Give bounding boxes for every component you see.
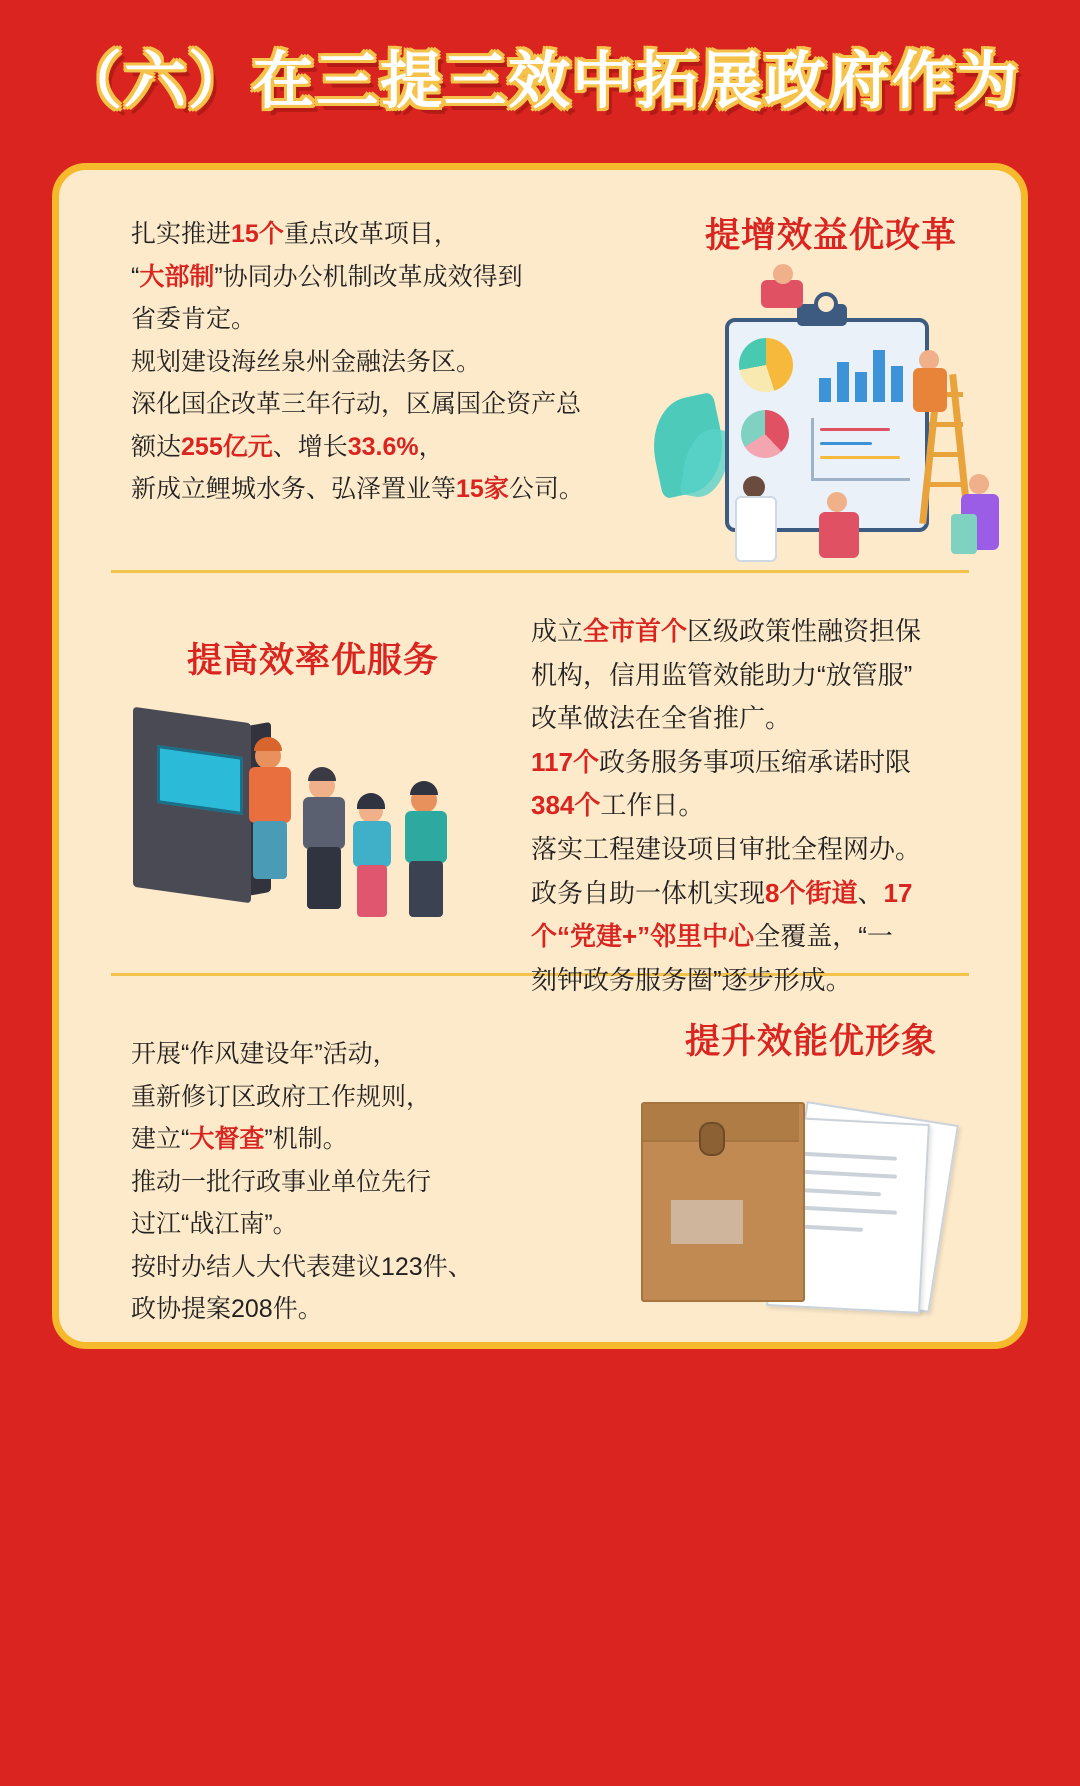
dashboard-chart-icon [651,278,1011,568]
plain-text: 规划建设海丝泉州金融法务区。 [131,347,482,376]
page-title: （六）在三提三效中拓展政府作为 [59,46,1020,116]
text-line [531,742,977,784]
text-line [131,427,651,468]
plain-text: 全覆盖，“一 [754,921,893,952]
content-card [52,163,1028,1349]
plain-text: ”协同办公机制改革成效得到 [214,262,523,291]
highlight-text: 384个 [531,790,601,821]
text-line [131,1289,631,1330]
plain-text: 改革做法在全省推广。 [531,703,792,734]
plain-text: 重新修订区政府工作规则， [131,1082,432,1111]
plain-text: 过江“战江南”。 [131,1210,298,1238]
section-2-text [523,607,977,995]
plain-text: 政务服务事项压缩承诺时限 [598,746,911,777]
self-service-kiosk-icon [123,695,503,945]
text-line [131,1119,631,1160]
plain-text: 深化国企改革三年行动，区属国企资产总 [131,390,582,418]
section-image [59,976,1021,1346]
plain-text: 机构，信用监管效能助力“放管服” [531,659,913,690]
plain-text: 省委肯定。 [131,305,257,333]
highlight-text: 8个街道 [765,877,858,908]
highlight-text: 255亿元 [181,432,273,461]
plain-text: 额达 [131,432,182,461]
plain-text: 、增长 [272,432,348,461]
plain-text: 刻钟政务服务圈”逐步形成。 [531,964,852,995]
text-line [131,257,651,298]
plain-text: 政务自助一体机实现 [531,877,766,908]
text-line [531,698,977,740]
plain-text: 公司。 [508,475,584,503]
text-line [131,1247,631,1288]
text-line [131,214,651,255]
section-1-text [103,204,651,570]
text-line [131,1204,631,1245]
highlight-text: 大部制 [139,262,215,291]
text-line [131,1034,631,1075]
text-line [531,785,977,827]
text-line [531,829,977,871]
highlight-text: 117个 [531,746,599,777]
text-line [531,916,977,958]
section-1-paragraphs [131,214,651,510]
plain-text: 建立“ [131,1125,190,1153]
plain-text: 新成立鲤城水务、弘泽置业等 [131,475,457,503]
section-2-heading: 提高效率优服务 [186,641,439,680]
highlight-text: 15家 [456,475,509,503]
highlight-text: 个“党建+”邻里中心 [531,921,755,952]
section-1-heading: 提增效益优改革 [704,216,957,255]
plain-text: “ [131,262,140,291]
section-3-art-column [631,1010,991,1346]
title-bar [0,0,1080,150]
section-3-text [103,1010,631,1346]
text-line [131,1162,631,1203]
envelope-documents-icon [631,1094,991,1304]
plain-text: 推动一批行政事业单位先行 [131,1167,432,1196]
section-reform [59,170,1021,570]
text-line [131,384,651,425]
highlight-text: 全市首个 [583,616,688,646]
text-line [531,611,977,653]
plain-text: 区级政策性融资担保 [687,616,922,646]
plain-text: 扎实推进 [131,220,232,248]
section-1-art-column [651,204,1011,570]
highlight-text: 15个 [231,220,284,248]
plain-text: 政协提案208件。 [131,1295,323,1323]
text-line [131,1077,631,1118]
plain-text: 重点改革项目， [283,220,459,248]
plain-text: 工作日。 [600,790,705,821]
text-line [531,655,977,697]
text-line [531,960,977,1002]
section-3-heading: 提升效能优形象 [684,1022,937,1061]
text-line [531,873,977,915]
section-3-paragraphs [131,1034,631,1330]
text-line [131,469,651,510]
plain-text: ”机制。 [264,1125,348,1153]
plain-text: 落实工程建设项目审批全程网办。 [531,833,922,864]
highlight-text: 17 [883,877,913,908]
plain-text: ， [418,432,444,461]
text-line [131,342,651,383]
plain-text: 开展“作风建设年”活动， [131,1040,398,1068]
plain-text: 、 [857,877,884,908]
highlight-text: 大督查 [189,1125,265,1153]
section-service [59,573,1021,995]
highlight-text: 33.6% [347,432,419,461]
plain-text: 成立 [531,616,584,646]
text-line [131,299,651,340]
section-2-art-column [103,607,523,973]
section-2-paragraphs [531,611,977,1001]
plain-text: 按时办结人大代表建议123件、 [131,1252,473,1281]
